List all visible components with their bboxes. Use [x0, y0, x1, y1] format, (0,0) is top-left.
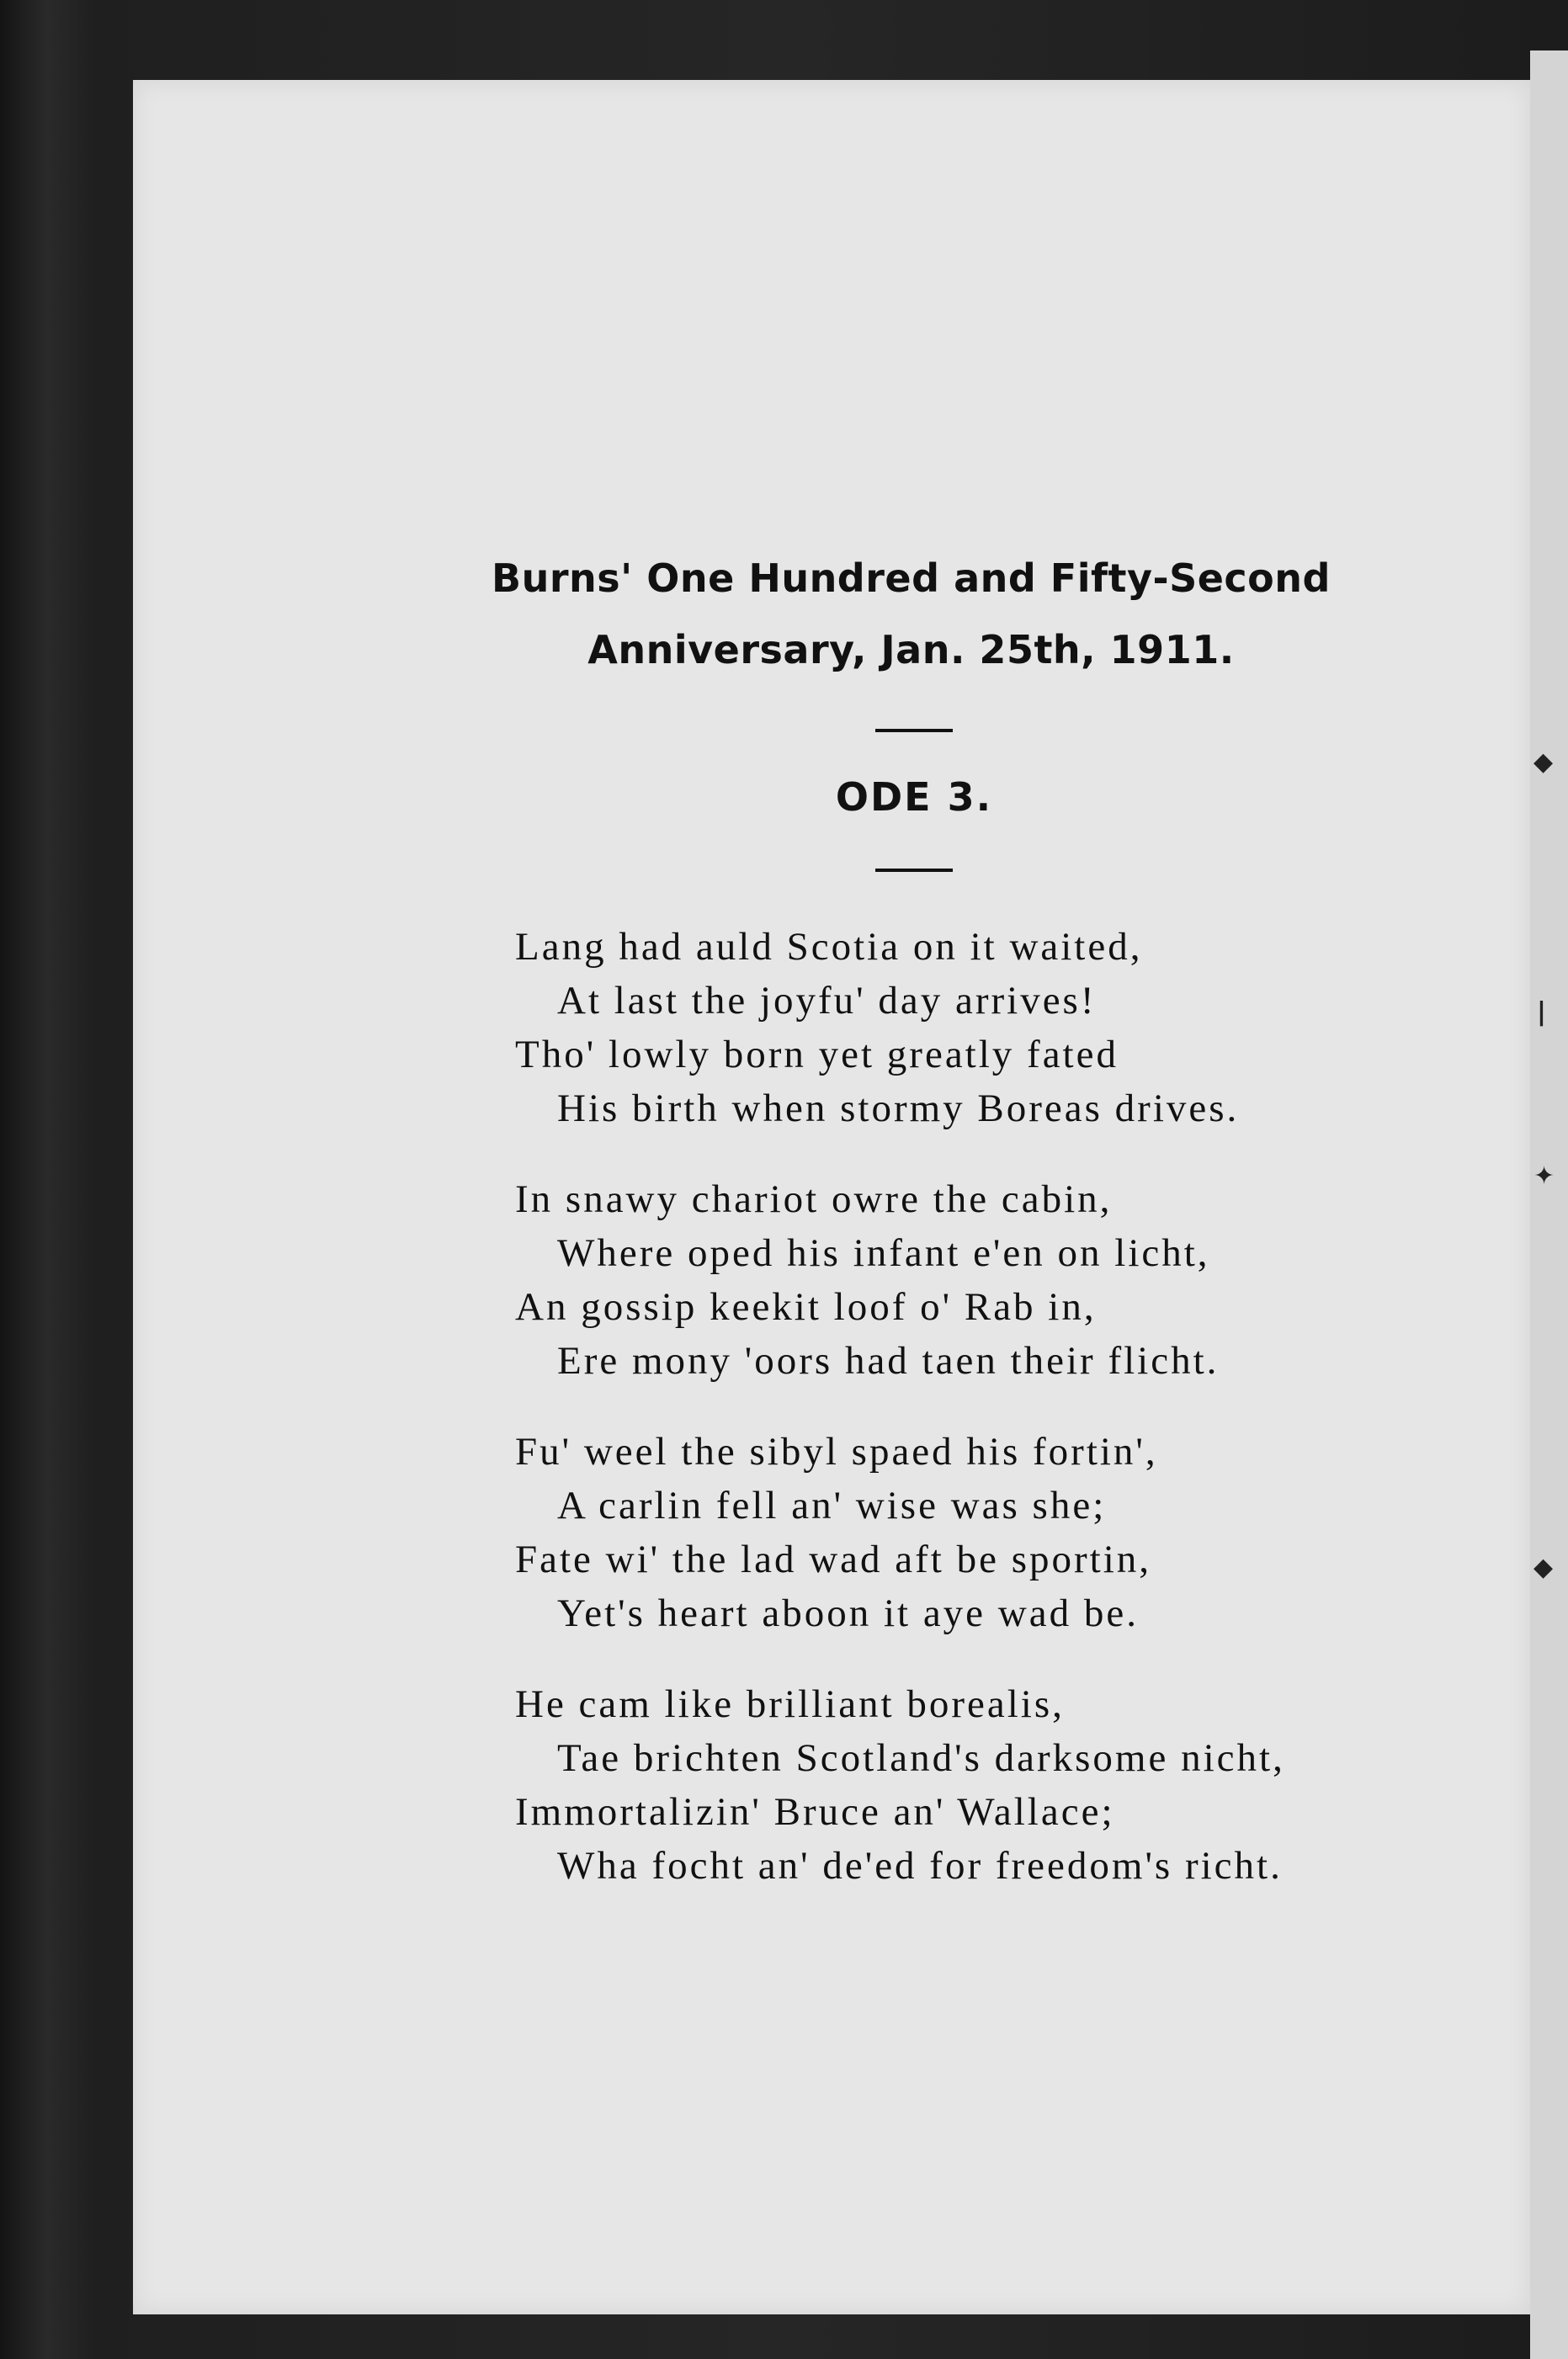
edge-mark: ◆ — [1533, 1553, 1554, 1582]
poem-line: Yet's heart aboon it aye wad be. — [557, 1591, 1139, 1635]
poem-line: In snawy chariot owre the cabin, — [515, 1177, 1113, 1221]
divider-rule — [875, 869, 953, 872]
poem-line: His birth when stormy Boreas drives. — [557, 1087, 1240, 1130]
edge-mark: ◆ — [1533, 747, 1554, 777]
poem-line: A carlin fell an' wise was she; — [557, 1484, 1107, 1528]
page-heading-line-2: Anniversary, Jan. 25th, 1911. — [587, 627, 1235, 672]
edge-mark: ✦ — [1533, 1161, 1555, 1191]
poem-line: Lang had auld Scotia on it waited, — [515, 925, 1143, 969]
poem-line: Tho' lowly born yet greatly fated — [515, 1033, 1119, 1076]
poem-line: Immortalizin' Bruce an' Wallace; — [515, 1790, 1115, 1834]
poem-line: Tae brichten Scotland's darksome nicht, — [557, 1736, 1285, 1780]
poem-line: At last the joyfu' day arrives! — [557, 979, 1097, 1023]
divider-rule — [875, 729, 953, 732]
edge-mark: | — [1537, 997, 1546, 1027]
poem-line: An gossip keekit loof o' Rab in, — [515, 1285, 1097, 1329]
poem-line: Ere mony 'oors had taen their flicht. — [557, 1339, 1220, 1383]
poem-line: Fate wi' the lad wad aft be sportin, — [515, 1538, 1152, 1581]
poem-line: Wha focht an' de'ed for freedom's richt. — [557, 1844, 1283, 1888]
poem-line: Where oped his infant e'en on licht, — [557, 1231, 1210, 1275]
page-heading-line-1: Burns' One Hundred and Fifty-Second — [492, 555, 1331, 601]
ode-title: ODE 3. — [835, 774, 993, 820]
poem-line: Fu' weel the sibyl spaed his fortin', — [515, 1430, 1158, 1474]
poem-line: He cam like brilliant borealis, — [515, 1682, 1065, 1726]
adjacent-page-edge — [1530, 50, 1568, 2359]
